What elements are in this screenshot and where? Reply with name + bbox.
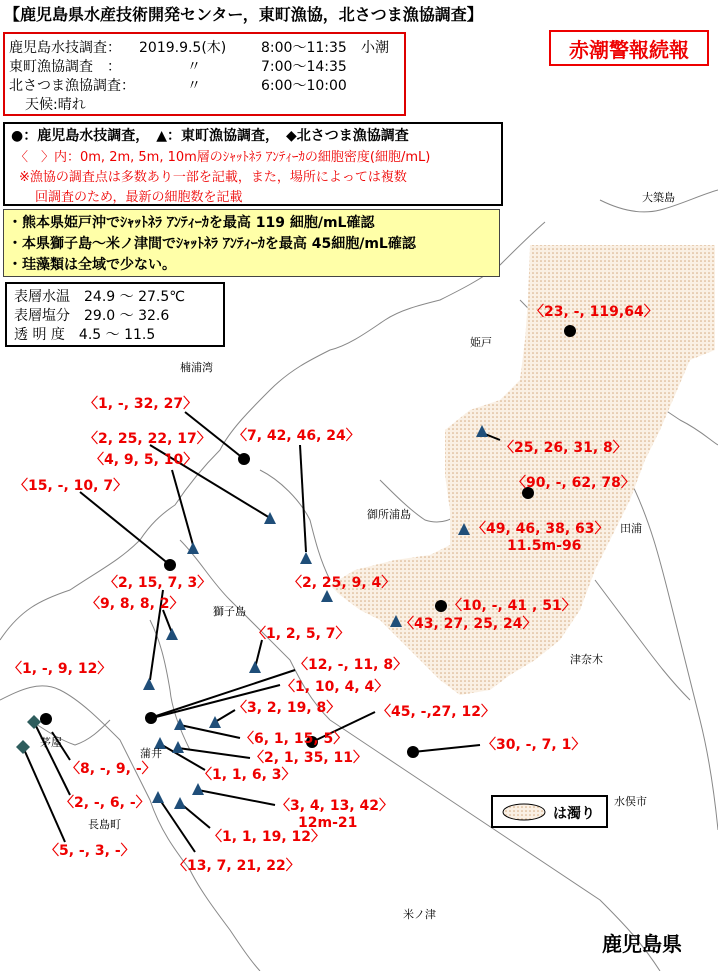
station-label: 〈1, 1, 19, 12〉 <box>208 829 326 845</box>
station-label: 〈1, 1, 6, 3〉 <box>198 767 296 783</box>
legend-note: ※漁協の調査点は多数あり一部を記載，また，場所によっては複数 <box>19 170 407 185</box>
station-label: 〈3, 4, 13, 42〉 <box>276 798 394 814</box>
legend-note: 回調査のため，最新の細胞数を記載 <box>35 190 243 205</box>
station-triangle <box>249 661 261 673</box>
legend-box <box>3 122 503 206</box>
measurement-box <box>5 282 225 347</box>
station-triangle <box>172 741 184 753</box>
station-label: 〈1, -, 9, 12〉 <box>8 661 112 677</box>
place-label: 御所浦島 <box>367 508 411 521</box>
measurement-row: 透 明 度 4.5 ～ 11.5 <box>14 327 156 343</box>
station-triangle <box>152 791 164 803</box>
station-label: 〈30, -, 7, 1〉 <box>482 737 586 753</box>
station-label: 〈2, 15, 7, 3〉 <box>104 575 212 591</box>
station-dot <box>40 713 52 725</box>
station-label: 〈10, -, 41 , 51〉 <box>448 598 576 614</box>
place-label: 長島町 <box>88 818 121 831</box>
station-triangle <box>192 783 204 795</box>
station-diamond <box>16 740 30 754</box>
survey-box <box>3 32 406 116</box>
station-label: 〈12, -, 11, 8〉 <box>294 657 408 673</box>
legend-note: 〈 〉内：0m, 2m, 5m, 10m層のｼｬｯﾄﾈﾗ ｱﾝﾃｨｰｶの細胞密度(細胞/mL) <box>15 150 431 165</box>
region-label: 鹿児島県 <box>602 932 682 956</box>
station-label: 〈3, 2, 19, 8〉 <box>233 700 341 716</box>
station-dot <box>164 559 176 571</box>
station-label: 〈90, -, 62, 78〉 <box>512 475 635 491</box>
station-label: 12m-21 <box>298 815 358 831</box>
place-label: 大築島 <box>642 191 675 204</box>
place-label: 米ノ津 <box>403 908 436 921</box>
turbid-legend-label: は濁り <box>553 806 595 822</box>
station-label: 〈5, -, 3, -〉 <box>45 843 135 859</box>
info-line: ・本県獅子島～米ノ津間でｼｬｯﾄﾈﾗ ｱﾝﾃｨｰｶを最高 45細胞/mL確認 <box>8 236 416 252</box>
station-triangle <box>174 797 186 809</box>
station-dot <box>564 325 576 337</box>
survey-row: 北さつま漁協調査： 〃 6:00～10:00 <box>9 78 347 94</box>
station-triangle <box>143 678 155 690</box>
turbid-swatch <box>501 802 547 822</box>
station-label: 〈23, -, 119,64〉 <box>530 304 658 320</box>
place-label: 津奈木 <box>570 653 603 666</box>
station-dot <box>238 453 250 465</box>
turbid-legend <box>491 795 608 828</box>
station-label: 〈7, 42, 46, 24〉 <box>233 428 360 444</box>
survey-row: 鹿児島水技調査： 2019.9.5(木) 8:00～11:35 小潮 <box>9 40 389 56</box>
station-label: 〈43, 27, 25, 24〉 <box>400 616 537 632</box>
station-triangle <box>187 542 199 554</box>
station-label: 〈1, 10, 4, 4〉 <box>281 679 389 695</box>
place-label: 蒲井 <box>140 747 162 760</box>
station-dot <box>145 712 157 724</box>
station-dot <box>435 600 447 612</box>
station-label: 〈2, 25, 22, 17〉 <box>84 431 211 447</box>
alert-badge: 赤潮警報続報 <box>549 30 709 66</box>
station-label: 〈15, -, 10, 7〉 <box>14 478 128 494</box>
station-label: 〈13, 7, 21, 22〉 <box>173 858 300 874</box>
place-label: 田浦 <box>620 522 642 535</box>
place-label: 水俣市 <box>614 795 647 808</box>
station-label: 〈8, -, 9, -〉 <box>66 761 156 777</box>
station-triangle <box>321 590 333 602</box>
station-triangle <box>264 512 276 524</box>
station-label: 〈6, 1, 15, 5〉 <box>240 731 348 747</box>
station-diamond <box>27 715 41 729</box>
station-label: 〈1, 2, 5, 7〉 <box>252 626 350 642</box>
station-label: 〈49, 46, 38, 63〉 <box>472 521 609 537</box>
station-label: 〈1, -, 32, 27〉 <box>84 396 198 412</box>
station-triangle <box>209 716 221 728</box>
station-label: 〈45, -,27, 12〉 <box>377 704 495 720</box>
weather: 天候:晴れ <box>25 97 86 113</box>
place-label: 獅子島 <box>213 605 246 618</box>
station-label: 〈9, 8, 8, 2〉 <box>86 596 184 612</box>
station-label: 〈2, 1, 35, 11〉 <box>250 750 368 766</box>
legend-symbols: ●：鹿児島水技調査， ▲：東町漁協調査， ◆北さつま漁協調査 <box>11 128 409 144</box>
info-line: ・珪藻類は全域で少ない。 <box>8 257 176 273</box>
measurement-row: 表層水温 24.9 ～ 27.5℃ <box>14 289 185 305</box>
survey-row: 東町漁協調査 ： 〃 7:00～14:35 <box>9 59 347 75</box>
station-dot <box>407 746 419 758</box>
place-label: 茅屋 <box>40 736 62 749</box>
station-label: 〈4, 9, 5, 10〉 <box>90 452 198 468</box>
info-box <box>3 209 500 277</box>
station-triangle <box>166 628 178 640</box>
page-title: 【鹿児島県水産技術開発センター，東町漁協，北さつま漁協調査】 <box>4 5 483 24</box>
station-label: 〈2, 25, 9, 4〉 <box>288 575 396 591</box>
place-label: 姫戸 <box>470 336 492 349</box>
station-triangle <box>174 718 186 730</box>
measurement-row: 表層塩分 29.0 ～ 32.6 <box>14 308 170 324</box>
info-line: ・熊本県姫戸沖でｼｬｯﾄﾈﾗ ｱﾝﾃｨｰｶを最高 119 細胞/mL確認 <box>8 215 375 231</box>
station-label: 〈25, 26, 31, 8〉 <box>500 440 627 456</box>
station-triangle <box>300 552 312 564</box>
place-label: 楠浦湾 <box>180 361 213 374</box>
station-label: 11.5m-96 <box>507 538 582 554</box>
station-label: 〈2, -, 6, -〉 <box>60 795 150 811</box>
